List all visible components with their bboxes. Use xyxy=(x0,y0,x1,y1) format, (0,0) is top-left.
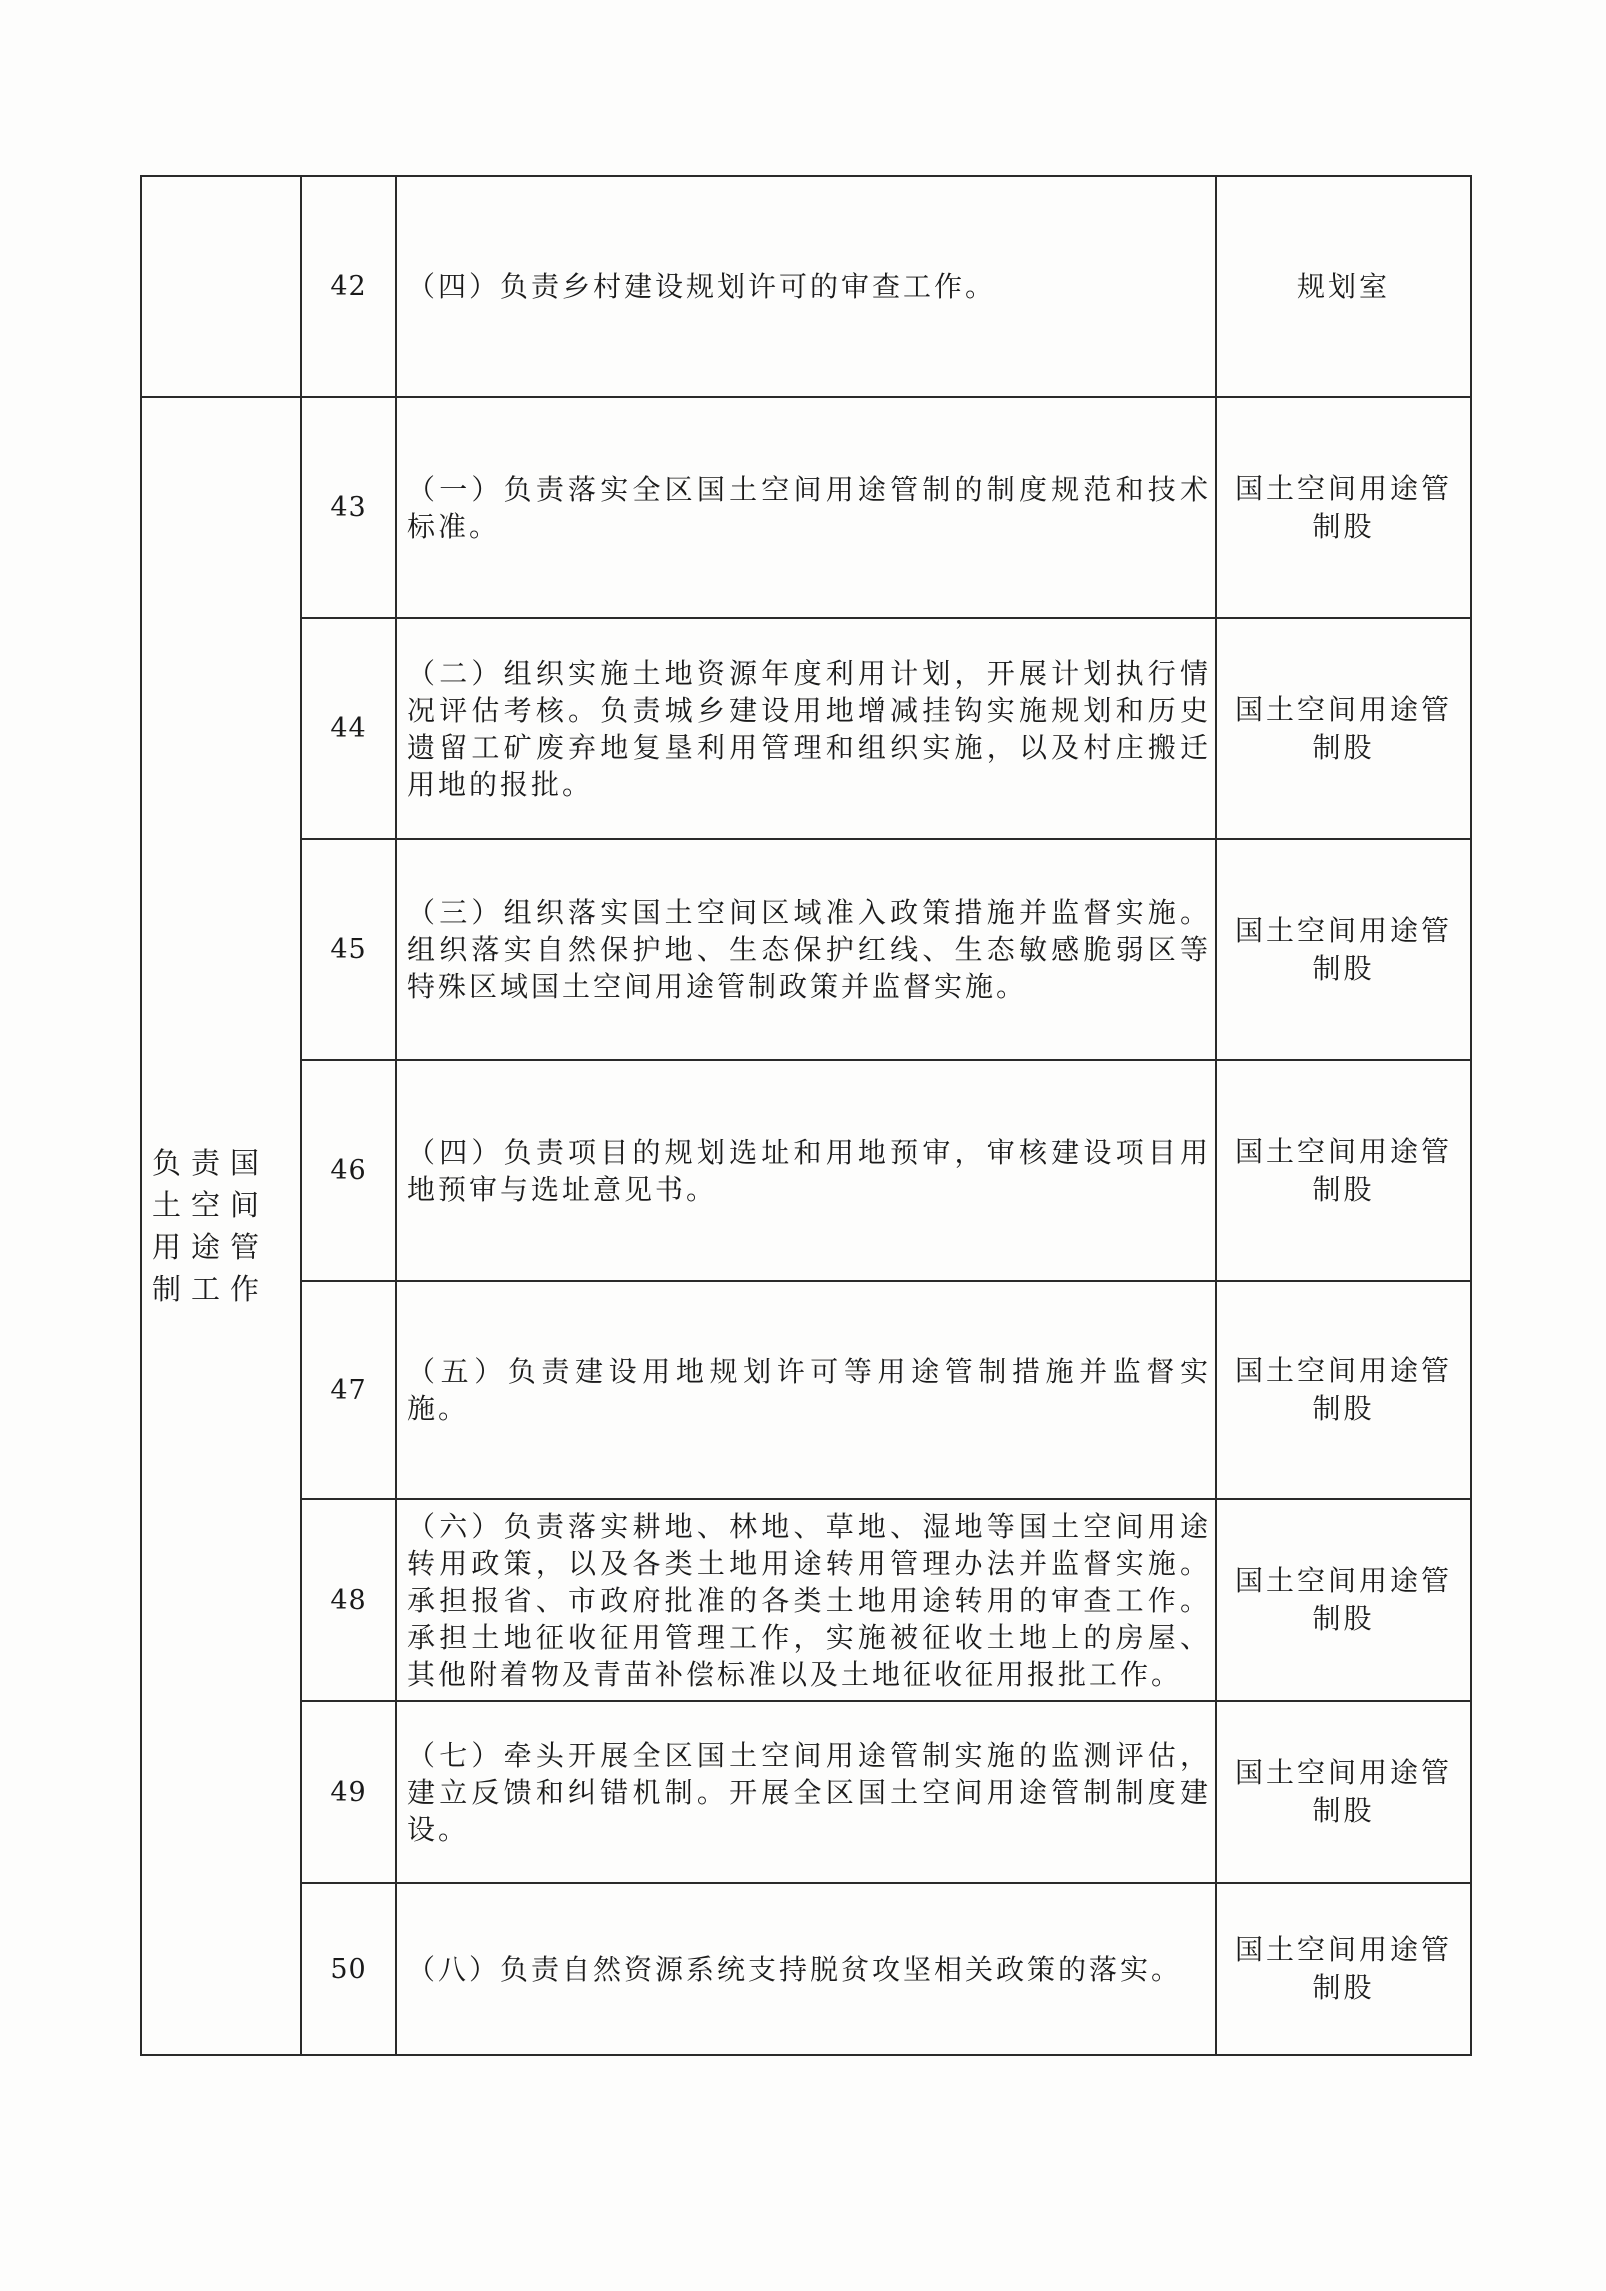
department-cell: 国土空间用途管制股 xyxy=(1216,1281,1471,1499)
item-number: 49 xyxy=(301,1701,396,1883)
duty-text: （七）牵头开展全区国土空间用途管制实施的监测评估，建立反馈和纠错机制。开展全区国土空间用途管制制度建设。 xyxy=(396,1701,1216,1883)
table-row xyxy=(141,839,1471,1060)
table-row xyxy=(141,397,1471,618)
duty-text: （四）负责项目的规划选址和用地预审，审核建设项目用地预审与选址意见书。 xyxy=(396,1060,1216,1281)
item-number: 44 xyxy=(301,618,396,839)
duty-text: （二）组织实施土地资源年度利用计划，开展计划执行情况评估考核。负责城乡建设用地增减挂钩实施规划和历史遗留工矿废弃地复垦利用管理和组织实施，以及村庄搬迁用地的报批。 xyxy=(396,618,1216,839)
department-cell: 国土空间用途管制股 xyxy=(1216,1499,1471,1701)
department-cell: 国土空间用途管制股 xyxy=(1216,397,1471,618)
department-cell: 国土空间用途管制股 xyxy=(1216,618,1471,839)
department-cell: 国土空间用途管制股 xyxy=(1216,1883,1471,2055)
item-number: 48 xyxy=(301,1499,396,1701)
department-cell: 国土空间用途管制股 xyxy=(1216,1060,1471,1281)
item-number: 45 xyxy=(301,839,396,1060)
department-cell: 国土空间用途管制股 xyxy=(1216,839,1471,1060)
duty-text: （一）负责落实全区国土空间用途管制的制度规范和技术标准。 xyxy=(396,397,1216,618)
table-row xyxy=(141,1499,1471,1701)
table-row xyxy=(141,1060,1471,1281)
item-number: 43 xyxy=(301,397,396,618)
table-row xyxy=(141,1883,1471,2055)
table-row xyxy=(141,1281,1471,1499)
table-row xyxy=(141,176,1471,397)
duty-text: （八）负责自然资源系统支持脱贫攻坚相关政策的落实。 xyxy=(396,1883,1216,2055)
item-number: 42 xyxy=(301,176,396,397)
duty-text: （六）负责落实耕地、林地、草地、湿地等国土空间用途转用政策，以及各类土地用途转用管理办法并监督实施。承担报省、市政府批准的各类土地用途转用的审查工作。承担土地征收征用管理工作，实施被征收土地上的房屋、其他附着物及青苗补偿标准以及土地征收征用报批工作。 xyxy=(396,1499,1216,1701)
table-row xyxy=(141,1701,1471,1883)
category-cell-empty xyxy=(141,176,301,397)
category-cell: 负责国土空间用途管制工作 xyxy=(141,397,301,2055)
table-row xyxy=(141,618,1471,839)
duty-text: （四）负责乡村建设规划许可的审查工作。 xyxy=(396,176,1216,397)
department-cell: 规划室 xyxy=(1216,176,1471,397)
duties-table xyxy=(140,175,1472,2056)
duty-text: （三）组织落实国土空间区域准入政策措施并监督实施。组织落实自然保护地、生态保护红线、生态敏感脆弱区等特殊区域国土空间用途管制政策并监督实施。 xyxy=(396,839,1216,1060)
item-number: 47 xyxy=(301,1281,396,1499)
department-cell: 国土空间用途管制股 xyxy=(1216,1701,1471,1883)
item-number: 46 xyxy=(301,1060,396,1281)
duty-text: （五）负责建设用地规划许可等用途管制措施并监督实施。 xyxy=(396,1281,1216,1499)
item-number: 50 xyxy=(301,1883,396,2055)
